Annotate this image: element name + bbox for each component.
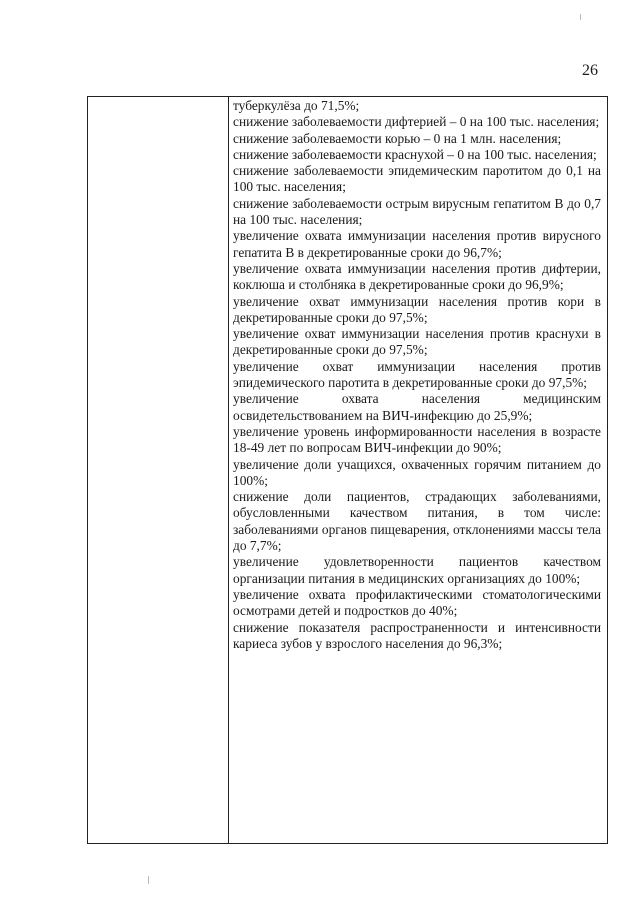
list-item: увеличение охват иммунизации населения против кори в декретированные сроки до 97,5%; xyxy=(233,293,601,325)
right-column-cell xyxy=(233,98,601,652)
list-item: увеличение охват иммунизации населения против краснухи в декретированные сроки до 97,5%; xyxy=(233,326,601,358)
scan-mark xyxy=(148,876,149,884)
list-item: увеличение охвата иммунизации населения против дифтерии, коклюша и столбняка в декретированные сроки до 96,9%; xyxy=(233,260,601,293)
list-item: снижение доли пациентов, страдающих заболеваниями, обусловленными качеством питания, в том числе: заболеваниями органов пищеварения, отклонениями массы тела до 7,7%; xyxy=(233,489,601,554)
scan-mark xyxy=(580,14,581,20)
list-item: снижение заболеваемости краснухой – 0 на 100 тыс. населения; xyxy=(233,146,597,162)
list-item: увеличение охвата иммунизации населения против вирусного гепатита В в декретированные сроки до 96,7%; xyxy=(233,228,601,260)
list-item: увеличение охват иммунизации населения против эпидемического паротита в декретированные сроки до 97,5%; xyxy=(233,358,601,391)
list-item: снижение заболеваемости корью – 0 на 1 млн. населения; xyxy=(233,130,562,146)
list-item: туберкулёза до 71,5%; xyxy=(233,98,360,113)
list-item: увеличение удовлетворенности пациентов качеством организации питания в медицинских организациях до 100%; xyxy=(233,554,601,586)
list-item: увеличение охвата населения медицинским освидетельствованием на ВИЧ-инфекцию до 25,9%; xyxy=(233,391,601,423)
list-item: снижение показателя распространенности и интенсивности кариеса зубов у взрослого населения до 96,3%; xyxy=(233,619,601,651)
column-divider xyxy=(228,96,229,844)
list-item: увеличение охвата профилактическими стоматологическими осмотрами детей и подростков до 40%; xyxy=(233,586,601,619)
list-item: увеличение доли учащихся, охваченных горячим питанием до 100%; xyxy=(233,456,601,488)
page-number: 26 xyxy=(582,62,598,79)
list-item: снижение заболеваемости эпидемическим паротитом до 0,1 на 100 тыс. населения; xyxy=(233,163,601,195)
list-item: снижение заболеваемости острым вирусным гепатитом В до 0,7 на 100 тыс. населения; xyxy=(233,195,601,228)
list-item: увеличение уровень информированности населения в возрасте 18-49 лет по вопросам ВИЧ-инфекции до 90%; xyxy=(233,423,601,456)
list-item: снижение заболеваемости дифтерией – 0 на 100 тыс. населения; xyxy=(233,114,600,130)
